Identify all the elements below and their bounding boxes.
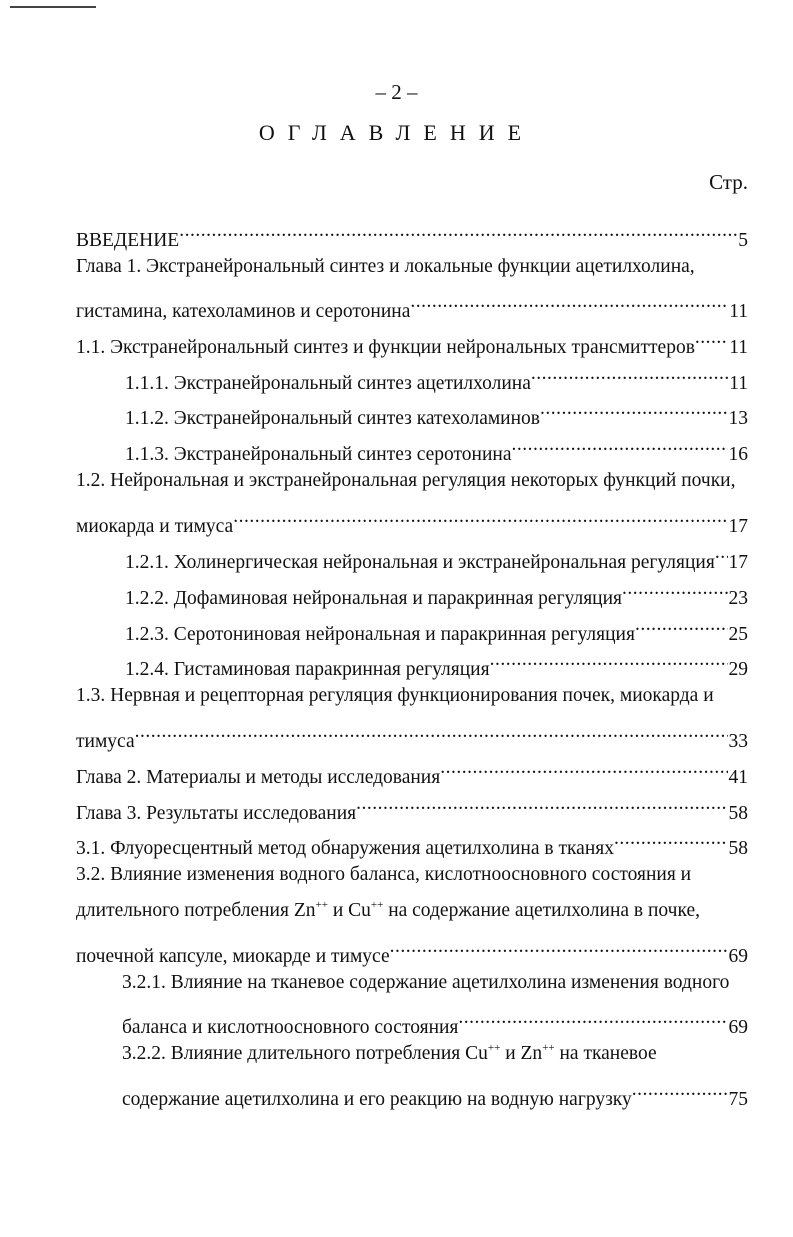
toc-entry-title: 1.2.3. Серотониновая нейрональная и паракринная регуляция <box>125 624 635 645</box>
toc-entry-section-1-2-4[interactable] <box>125 645 748 680</box>
toc-entry-title: ВВЕДЕНИЕ <box>76 230 180 251</box>
toc-entry-title: баланса и кислотноосновного состояния <box>122 1017 459 1038</box>
toc-entry-section-3-2[interactable] <box>76 860 691 890</box>
toc-entry-page: 17 <box>728 516 748 537</box>
toc-entry-page: 33 <box>728 731 748 752</box>
toc-entry-chapter-3[interactable] <box>76 789 748 824</box>
toc-entry-page: 41 <box>728 767 748 788</box>
toc-entry-section-1-2-1[interactable] <box>125 538 748 573</box>
toc-entry-page: 69 <box>728 946 748 967</box>
toc-entry-section-1-2-cont[interactable] <box>76 502 748 537</box>
toc-entry-title: 3.2.1. Влияние на тканевое содержание ацетилхолина изменения водного <box>122 972 730 993</box>
toc-entry-title: тимуса <box>76 731 135 752</box>
toc-entry-page: 29 <box>728 659 748 680</box>
toc-entry-title: Глава 3. Результаты исследования <box>76 803 357 824</box>
toc-entry-title: 3.2.2. Влияние длительного потребления Cu++ и Zn++ на тканевое <box>122 1042 657 1064</box>
toc-leader-dots <box>540 394 727 424</box>
toc-entry-title: почечной капсуле, миокарде и тимусе <box>76 946 390 967</box>
toc-leader-dots <box>715 538 728 568</box>
toc-entry-introduction[interactable] <box>76 216 748 251</box>
toc-entry-page: 17 <box>728 552 748 573</box>
toc-entry-chapter-1[interactable] <box>76 252 695 282</box>
toc-entry-section-1-1-3[interactable] <box>125 430 748 465</box>
toc-entry-section-3-2-2-cont[interactable] <box>122 1075 748 1110</box>
toc-entry-page: 69 <box>728 1017 748 1038</box>
toc-leader-dots <box>490 645 728 675</box>
toc-entry-section-1-1[interactable] <box>76 323 748 358</box>
toc-entry-title: 1.2.2. Дофаминовая нейрональная и паракринная регуляция <box>125 588 623 609</box>
toc-entry-page: 11 <box>729 301 748 322</box>
toc-entry-title: 1.1.2. Экстранейрональный синтез катехоламинов <box>125 408 541 429</box>
toc-leader-dots <box>458 1003 727 1033</box>
toc-leader-dots <box>531 359 728 389</box>
toc-entry-page: 23 <box>728 588 748 609</box>
toc-entry-title: 1.1. Экстранейрональный синтез и функции нейрональных трансмиттеров <box>76 337 695 358</box>
toc-entry-title: содержание ацетилхолина и его реакцию на водную нагрузку <box>122 1089 632 1110</box>
toc-leader-dots <box>410 287 728 317</box>
toc-entry-title: 1.2.1. Холинергическая нейрональная и экстранейрональная регуляция <box>125 552 715 573</box>
toc-entry-section-3-2-2[interactable] <box>122 1039 657 1069</box>
toc-entry-page: 58 <box>728 838 748 859</box>
toc-entry-page: 58 <box>728 803 748 824</box>
toc-entry-page: 16 <box>728 444 748 465</box>
toc-entry-chapter-1-cont[interactable] <box>76 287 748 322</box>
toc-entry-section-1-2[interactable] <box>76 466 736 496</box>
toc-leader-dots <box>135 717 728 747</box>
toc-entry-section-3-2-1[interactable] <box>122 968 729 998</box>
toc-entry-title: гистамина, катехоламинов и серотонина <box>76 301 411 322</box>
toc-entry-chapter-2[interactable] <box>76 753 748 788</box>
toc-entry-page: 5 <box>738 230 748 251</box>
toc-leader-dots <box>356 789 727 819</box>
toc-leader-dots <box>635 610 728 640</box>
toc-leader-dots <box>511 430 727 460</box>
toc-leader-dots <box>695 323 728 353</box>
toc-entry-section-3-1[interactable] <box>76 824 748 859</box>
toc-entry-section-1-2-2[interactable] <box>125 574 748 609</box>
page-number: – 2 – <box>375 80 418 104</box>
toc-entry-section-1-1-1[interactable] <box>125 359 748 394</box>
toc-entry-title: Глава 1. Экстранейрональный синтез и локальные функции ацетилхолина, <box>76 256 695 277</box>
toc-leader-dots <box>614 824 728 854</box>
toc-entry-section-1-1-2[interactable] <box>125 394 748 429</box>
toc-entry-section-1-3-cont[interactable] <box>76 717 748 752</box>
toc-leader-dots <box>179 216 737 246</box>
toc-entry-page: 75 <box>728 1089 748 1110</box>
toc-entry-section-3-2-1-cont[interactable] <box>122 1003 748 1038</box>
toc-entry-page: 25 <box>728 624 748 645</box>
toc-entry-title: 1.3. Нервная и рецепторная регуляция функционирования почек, миокарда и <box>76 685 714 706</box>
toc-leader-dots <box>632 1075 728 1105</box>
toc-leader-dots <box>622 574 727 604</box>
toc-entry-page: 11 <box>729 337 748 358</box>
toc-entry-section-1-3[interactable] <box>76 681 714 711</box>
toc-entry-title: 1.1.3. Экстранейрональный синтез серотонина <box>125 444 512 465</box>
toc-leader-dots <box>440 753 727 783</box>
page-title: ОГЛАВЛЕНИЕ <box>258 120 535 145</box>
toc-entry-title: 3.1. Флуоресцентный метод обнаружения ацетилхолина в тканях <box>76 838 614 859</box>
page-column-label: Стр. <box>709 170 748 194</box>
toc-entry-title: Глава 2. Материалы и методы исследования <box>76 767 441 788</box>
toc-entry-title: 1.2.4. Гистаминовая паракринная регуляция <box>125 659 490 680</box>
toc-entry-title: миокарда и тимуса <box>76 516 234 537</box>
toc-entry-page: 11 <box>729 373 748 394</box>
toc-entry-title: 1.1.1. Экстранейрональный синтез ацетилхолина <box>125 373 531 394</box>
toc-entry-page: 13 <box>728 408 748 429</box>
toc-leader-dots <box>390 932 728 962</box>
toc-entry-section-1-2-3[interactable] <box>125 610 748 645</box>
toc-entry-section-3-2-cont[interactable] <box>76 896 700 926</box>
toc-entry-title: 1.2. Нейрональная и экстранейрональная регуляция некоторых функций почки, <box>76 470 736 491</box>
scan-artifact-line <box>10 6 96 8</box>
toc-leader-dots <box>233 502 727 532</box>
toc-entry-title: длительного потребления Zn++ и Cu++ на содержание ацетилхолина в почке, <box>76 899 701 921</box>
toc-entry-title: 3.2. Влияние изменения водного баланса, кислотноосновного состояния и <box>76 864 692 885</box>
toc-entry-section-3-2-cont2[interactable] <box>76 932 748 967</box>
